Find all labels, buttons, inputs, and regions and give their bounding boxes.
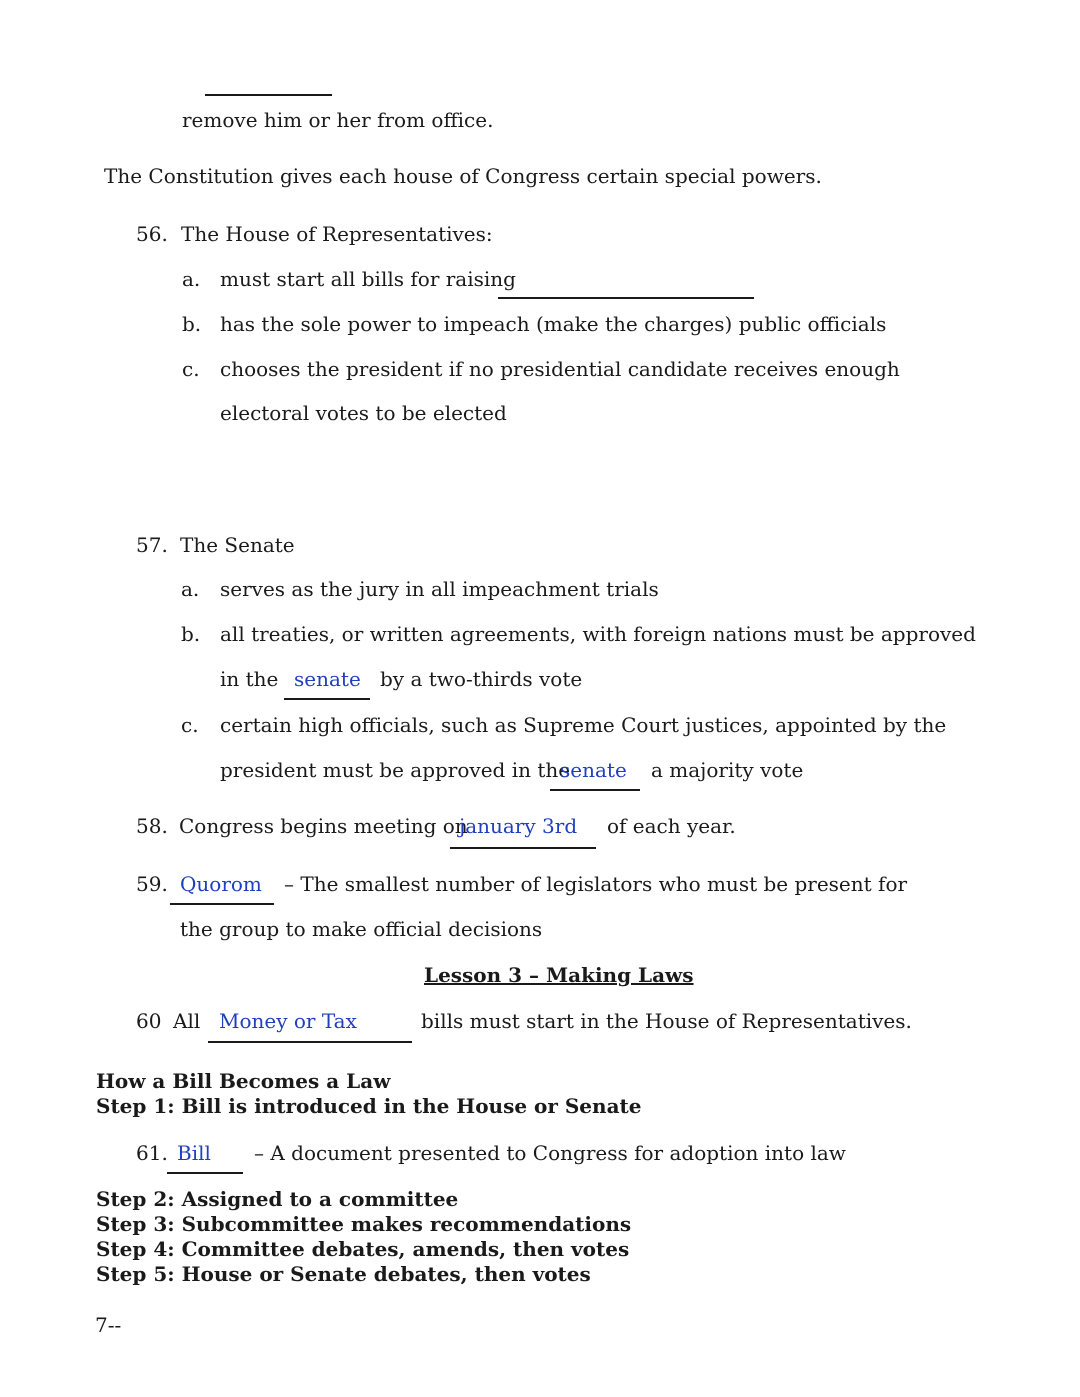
q59-text-1: – The smallest number of legislators who must be present for: [284, 872, 908, 896]
q57-c-post: a majority vote: [651, 758, 804, 782]
step-1: Step 1: Bill is introduced in the House or Senate: [96, 1094, 642, 1118]
step-3: Step 3: Subcommittee makes recommendations: [96, 1212, 632, 1236]
step-5: Step 5: House or Senate debates, then votes: [96, 1262, 591, 1286]
blank-line-top: [205, 94, 332, 96]
q57-c-answer: senate: [560, 758, 627, 782]
q59-answer: Quorom: [180, 872, 262, 896]
q57-b-blank: [284, 698, 370, 700]
q57-c-label: c.: [181, 713, 199, 737]
q56-c-text-2: electoral votes to be elected: [220, 401, 507, 425]
q60-answer: Money or Tax: [219, 1009, 357, 1033]
q56-a-blank: [498, 297, 754, 299]
q58-pre: Congress begins meeting on: [179, 814, 468, 838]
q57-b-post: by a two-thirds vote: [380, 667, 583, 691]
q60-number: 60: [136, 1009, 162, 1033]
q57-c-pre: president must be approved in the: [220, 758, 571, 782]
step-2: Step 2: Assigned to a committee: [96, 1187, 459, 1211]
q60-pre: All: [173, 1009, 201, 1033]
q61-text: – A document presented to Congress for adoption into law: [254, 1141, 846, 1165]
q58-post: of each year.: [607, 814, 736, 838]
q57-number: 57.: [136, 533, 168, 557]
q60-blank: [208, 1041, 412, 1043]
q57-c-blank: [550, 789, 640, 791]
q59-blank: [170, 903, 274, 905]
q57-b-answer: senate: [294, 667, 361, 691]
q56-number: 56.: [136, 222, 168, 246]
q59-text-2: the group to make official decisions: [180, 917, 543, 941]
q58-answer: january 3rd: [459, 814, 578, 838]
q61-answer: Bill: [177, 1141, 211, 1165]
q57-b-text-1: all treaties, or written agreements, with foreign nations must be approved: [220, 622, 976, 646]
q58-blank: [450, 847, 596, 849]
text-remove-from-office: remove him or her from office.: [182, 108, 494, 132]
q57-a-text: serves as the jury in all impeachment trials: [220, 577, 659, 601]
page-number: 7--: [95, 1313, 122, 1337]
q56-c-text-1: chooses the president if no presidential candidate receives enough: [220, 357, 900, 381]
q56-b-text: has the sole power to impeach (make the charges) public officials: [220, 312, 887, 336]
q56-b-label: b.: [182, 312, 202, 336]
lesson-title: Lesson 3 – Making Laws: [424, 963, 694, 987]
q56-a-text: must start all bills for raising: [220, 267, 516, 291]
q60-post: bills must start in the House of Representatives.: [421, 1009, 912, 1033]
q61-number: 61.: [136, 1141, 168, 1165]
q57-c-text-1: certain high officials, such as Supreme Court justices, appointed by the: [220, 713, 947, 737]
intro-sentence: The Constitution gives each house of Congress certain special powers.: [104, 164, 822, 188]
q56-c-label: c.: [182, 357, 200, 381]
step-4: Step 4: Committee debates, amends, then votes: [96, 1237, 630, 1261]
q56-title: The House of Representatives:: [181, 222, 493, 246]
q57-b-pre: in the: [220, 667, 279, 691]
q56-a-label: a.: [182, 267, 201, 291]
q59-number: 59.: [136, 872, 168, 896]
how-bill-heading: How a Bill Becomes a Law: [96, 1069, 391, 1093]
q58-number: 58.: [136, 814, 168, 838]
q57-title: The Senate: [180, 533, 295, 557]
q57-b-label: b.: [181, 622, 201, 646]
q57-a-label: a.: [181, 577, 200, 601]
q61-blank: [167, 1172, 243, 1174]
